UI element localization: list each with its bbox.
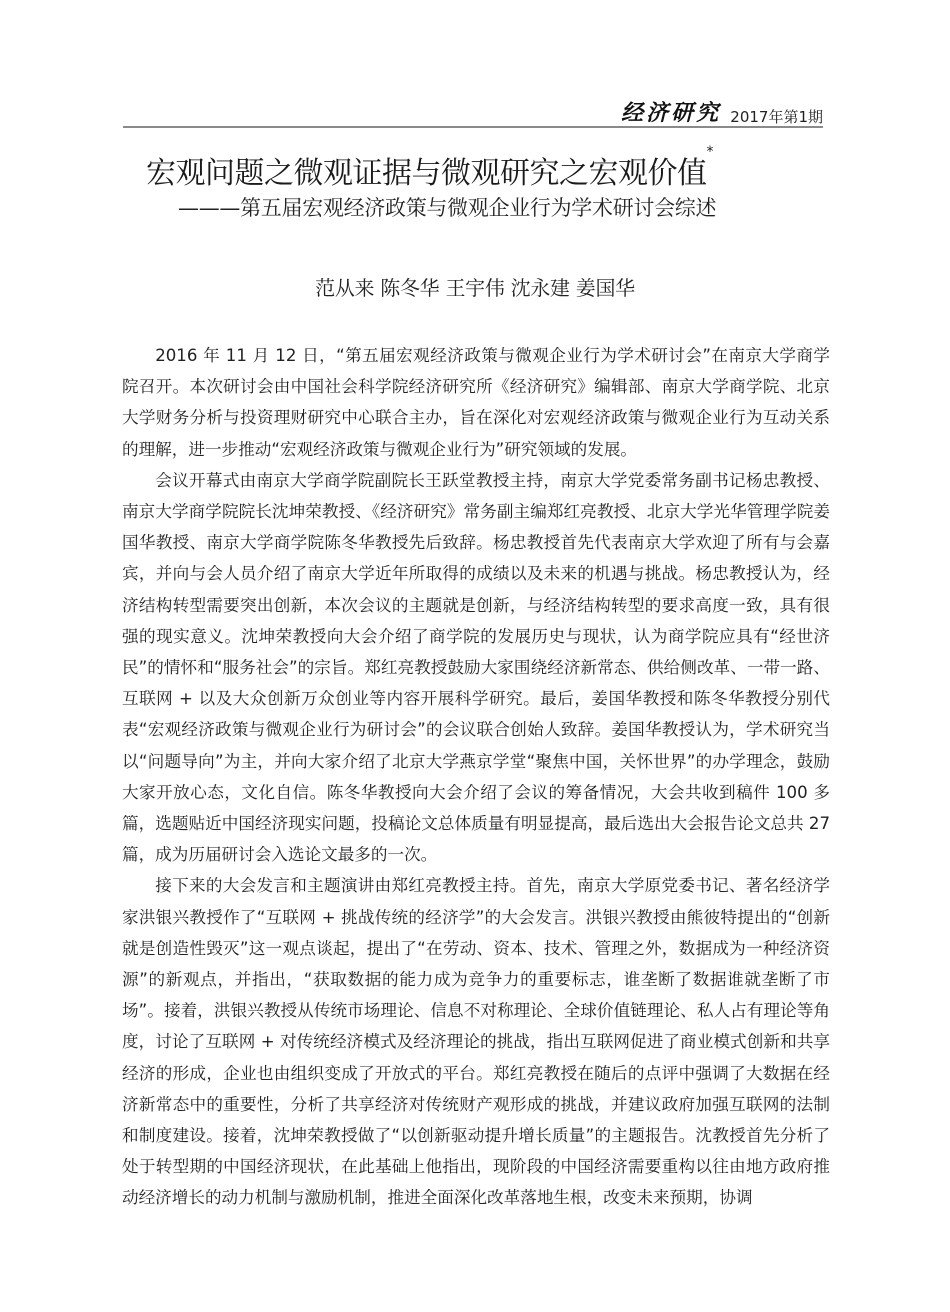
paragraph: 2016 年 11 月 12 日，“第五届宏观经济政策与微观企业行为学术研讨会”在南京大学商学院召开。本次研讨会由中国社会科学院经济研究所《经济研究》编辑部、南京大学商学院、北京大学财务分析与投资理财研究中心联合主办，旨在深化对宏观经济政策与微观企业行为互动关系的理解，进一步推动“宏观经济政策与微观企业行为”研究领域的发展。	[122, 346, 830, 459]
title-footnote-mark[interactable]: *	[706, 144, 713, 160]
issue-number: 2017年第1期	[730, 108, 823, 126]
article-subtitle: ———第五届宏观经济政策与微观企业行为学术研讨会综述	[178, 196, 717, 220]
paragraph: 会议开幕式由南京大学商学院副院长王跃堂教授主持，南京大学党委常务副书记杨忠教授、南京大学商学院院长沈坤荣教授、《经济研究》常务副主编郑红亮教授、北京大学光华管理学院姜国华教授、南京大学商学院陈冬华教授先后致辞。杨忠教授首先代表南京大学欢迎了所有与会嘉宾，并向与会人员介绍了南京大学近年所取得的成绩以及未来的机遇与挑战。杨忠教授认为，经济结构转型需要突出创新，本次会议的主题就是创新，与经济结构转型的要求高度一致，具有很强的现实意义。沈坤荣教授向大会介绍了商学院的发展历史与现状，认为商学院应具有“经世济民”的情怀和“服务社会”的宗旨。郑红亮教授鼓励大家围绕经济新常态、供给侧改革、一带一路、互联网 + 以及大众创新万众创业等内容开展科学研究。最后，姜国华教授和陈冬华教授分别代表“宏观经济政策与微观企业行为研讨会”的会议联合创始人致辞。姜国华教授认为，学术研究当以“问题导向”为主，并向大家介绍了北京大学燕京学堂“聚焦中国，关怀世界”的办学理念，鼓励大家开放心态，文化自信。陈冬华教授向大会介绍了会议的筹备情况，大会共收到稿件 100 多篇，选题贴近中国经济现实问题，投稿论文总体质量有明显提高，最后选出大会报告论文总共 27 篇，成为历届研讨会入选论文最多的一次。	[122, 470, 830, 865]
journal-logo: 经济研究	[621, 100, 722, 126]
article-body	[122, 340, 830, 1214]
running-header	[123, 96, 823, 128]
article-title-text: 宏观问题之微观证据与微观研究之宏观价值	[146, 156, 707, 191]
paragraph: 接下来的大会发言和主题演讲由郑红亮教授主持。首先，南京大学原党委书记、著名经济学家洪银兴教授作了“互联网 + 挑战传统的经济学”的大会发言。洪银兴教授由熊彼特提出的“创新就是创造性毁灭”这一观点谈起，提出了“在劳动、资本、技术、管理之外，数据成为一种经济资源”的新观点，并指出，“获取数据的能力成为竞争力的重要标志，谁垄断了数据谁就垄断了市场”。接着，洪银兴教授从传统市场理论、信息不对称理论、全球价值链理论、私人占有理论等角度，讨论了互联网 + 对传统经济模式及经济理论的挑战，指出互联网促进了商业模式创新和共享经济的形成，企业也由组织变成了开放式的平台。郑红亮教授在随后的点评中强调了大数据在经济新常态中的重要性，分析了共享经济对传统财产观形成的挑战，并建议政府加强互联网的法制和制度建设。接着，沈坤荣教授做了“以创新驱动提升增长质量”的主题报告。沈教授首先分析了处于转型期的中国经济现状，在此基础上他指出，现阶段的中国经济需要重构以往由地方政府推动经济增长的动力机制与激励机制，推进全面深化改革落地生根，改变未来预期，协调	[122, 876, 830, 1208]
author-list: 范从来 陈冬华 王宇伟 沈永建 姜国华	[315, 276, 635, 300]
article-title	[146, 144, 713, 192]
